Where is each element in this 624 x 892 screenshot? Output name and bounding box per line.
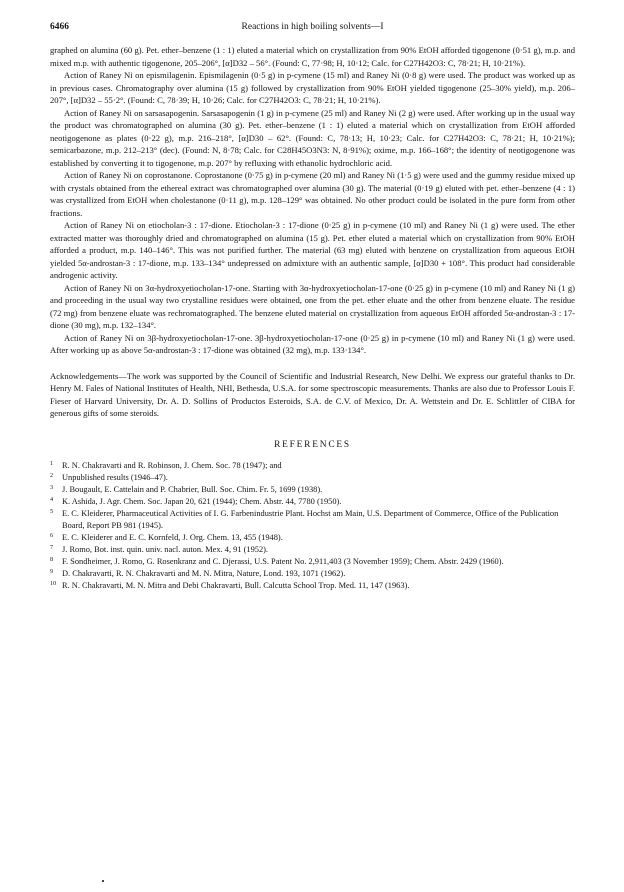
page-number: 6466 — [50, 22, 69, 32]
paragraph-sarsasapogenin: Action of Raney Ni on sarsasapogenin. Sarsasapogenin (1 g) in p-cymene (25 ml) and Raney Ni (2 g) were used. After working up in the usual way the product was chromatographed on alumina (30 g). Pet. ether–benzene (1 : 1) eluted a material which on crystallization from EtOH afforded neotigogenone as plates (0·22 g), m.p. 216–218°, [α]D30 – 62°. (Found: C, 78·13; H, 10·23; Calc. for C27H42O3: C, 78·21; H, 10·21%); semicarbazone, m.p. 212–213° (dec). (Found: N, 8·78; Calc. for C28H45O3N3: N, 8·91%); oxime, m.p. 166–168°; the identity of neotigogenone was established by converting it to tigogenone, m.p. 207° by refluxing with ethanolic hydrochloric acid. — [50, 107, 575, 168]
reference-text: J. Romo, Bot. inst. quin. univ. nacl. auton. Mex. 4, 91 (1952). — [62, 545, 269, 555]
page-speck — [102, 880, 104, 882]
reference-item — [50, 568, 575, 580]
reference-item — [50, 508, 575, 532]
references-list — [50, 460, 575, 593]
acknowledgements: Acknowledgements—The work was supported by the Council of Scientific and Industrial Research, New Delhi. We express our grateful thanks to Dr. Henry M. Fales of National Institutes of Health, NHI, Bethesda, U.S.A. for some spectroscopic measurements. Thanks are also due to Professor Louis F. Fieser of Harvard University, Dr. A. D. Sollins of Productos Esteroids, S.A. de C.V. of Mexico, Dr. A. Wettstein and Dr. E. Schlittler of CIBA for generous gifts of some steroids. — [50, 370, 575, 418]
reference-text: Unpublished results (1946–47). — [62, 472, 168, 482]
reference-text: F. Sondheimer, J. Romo, G. Rosenkranz and C. Djerassi, U.S. Patent No. 2,911,403 (3 November 1959); Chem. Abstr. 2429 (1960). — [62, 557, 504, 567]
reference-number: 5 — [50, 507, 54, 515]
article-body — [50, 44, 575, 420]
reference-number: 8 — [50, 556, 54, 564]
paragraph-3beta-hydroxy: Action of Raney Ni on 3β-hydroxyetiocholan-17-one. 3β-hydroxyetiocholan-17-one (0·25 g) in p-cymene (10 ml) and Raney Ni (1 g) were used. After working up as above 5α-androstan-3 : 17-dione was obtained (32 mg), m.p. 133·134°. — [50, 332, 575, 355]
reference-text: E. C. Kleiderer and E. C. Kornfeld, J. Org. Chem. 13, 455 (1948). — [62, 533, 283, 543]
reference-item — [50, 484, 575, 496]
reference-text: R. N. Chakravarti, M. N. Mitra and Debi Chakravarti, Bull. Calcutta School Trop. Med. 11, 147 (1963). — [62, 581, 410, 591]
paragraph-etiocholandione: Action of Raney Ni on etiocholan-3 : 17-dione. Etiocholan-3 : 17-dione (0·25 g) in p-cymene (10 ml) and Raney Ni (1 g) were used. The ether extracted matter was thoroughly dried and chromatographed on alumina (15 g). Pet. ether eluted a material which on crystallization from 90% EtOH afforded a product, m.p. 140–146°. This was not purified further. The material (63 mg) eluted with benzene on crystallization from aqueous EtOH yielded 5α-androstan-3 : 17-dione, m.p. 133–134° undepressed on admixture with an authentic sample, [α]D30 + 108°. This product had considerable androgenic activity. — [50, 220, 575, 280]
running-title: Reactions in high boiling solvents—I — [241, 22, 384, 32]
reference-number: 9 — [50, 568, 54, 576]
paragraph-epismilagenin: Action of Raney Ni on epismilagenin. Epismilagenin (0·5 g) in p-cymene (15 ml) and Raney Ni (0·8 g) were used. The product was worked up as in previous cases. Chromatography over alumina (15 g) followed by crystallization from 90% EtOH yielded tigogenone (25–30% yield), m.p. 206–207°, [α]D32 – 55·2°. (Found: C, 78·39; H, 10·26; Calc. for C27H42O3: C, 78·21; H, 10·21%). — [50, 70, 575, 105]
paragraph-coprostanone: Action of Raney Ni on coprostanone. Coprostanone (0·75 g) in p-cymene (20 ml) and Raney Ni (1·5 g) were used and the gummy residue mixed up with crystals obtained from the ethereal extract was chromatographed over alumina (30 g). The material (0·19 g) eluted with pet. ether–benzene (4 : 1) was crystallized from EtOH when cholestanone (0·11 g), m.p. 128–129° was obtained. No other product could be isolated in the pure form from other fractions. — [50, 170, 575, 218]
reference-text: K. Ashida, J. Agr. Chem. Soc. Japan 20, 621 (1944); Chem. Abstr. 44, 7780 (1950). — [62, 496, 342, 506]
journal-page — [50, 22, 575, 593]
paragraph-3alpha-hydroxy: Action of Raney Ni on 3α-hydroxyetiocholan-17-one. Starting with 3α-hydroxyetiocholan-17-one (0·25 g) in p-cymene (10 ml) and Raney Ni (1 g) and proceeding in the usual way two crystalline residues were obtained, one from the pet. ether eluate and the other from benzene eluate. The residue (72 mg) from benzene eluate was rechromatographed. The benzene eluted material on crystallization from aqueous EtOH afforded 5α-androstan-3 : 17-dione (30 mg), m.p. 132–134°. — [50, 282, 575, 330]
reference-number: 3 — [50, 483, 54, 491]
reference-item — [50, 580, 575, 592]
reference-number: 10 — [50, 580, 57, 588]
reference-number: 2 — [50, 471, 54, 479]
reference-text: R. N. Chakravarti and R. Robinson, J. Chem. Soc. 78 (1947); and — [62, 460, 282, 470]
reference-item — [50, 556, 575, 568]
reference-text: J. Bougault, E. Cattelain and P. Chabrier, Bull. Soc. Chim. Fr. 5, 1699 (1938). — [62, 484, 323, 494]
reference-text: D. Chakravarti, R. N. Chakravarti and M. N. Mitra, Nature, Lond. 193, 1071 (1962). — [62, 569, 346, 579]
reference-number: 6 — [50, 532, 54, 540]
reference-number: 4 — [50, 495, 54, 503]
reference-number: 7 — [50, 544, 54, 552]
reference-item — [50, 472, 575, 484]
reference-text: E. C. Kleiderer, Pharmaceutical Activities of I. G. Farbenindustrie Plant. Hochst am Main, U.S. Department of Commerce, Office of the Publication Board, Report PB 981 (1945). — [62, 508, 559, 530]
reference-item — [50, 532, 575, 544]
references-heading: REFERENCES — [274, 439, 351, 450]
reference-number: 1 — [50, 459, 54, 467]
reference-item — [50, 544, 575, 556]
reference-item — [50, 496, 575, 508]
paragraph-continuation: graphed on alumina (60 g). Pet. ether–benzene (1 : 1) eluted a material which on crystallization from 90% EtOH afforded tigogenone (0·51 g), m.p. and mixed m.p. with authentic tigogenone, 205–206°, [α]D32 – 56°. (Found: C, 77·98; H, 10·12; Calc. for C27H42O3: C, 78·21; H, 10·21%). — [50, 45, 575, 68]
running-head — [50, 22, 575, 38]
reference-item — [50, 460, 575, 472]
